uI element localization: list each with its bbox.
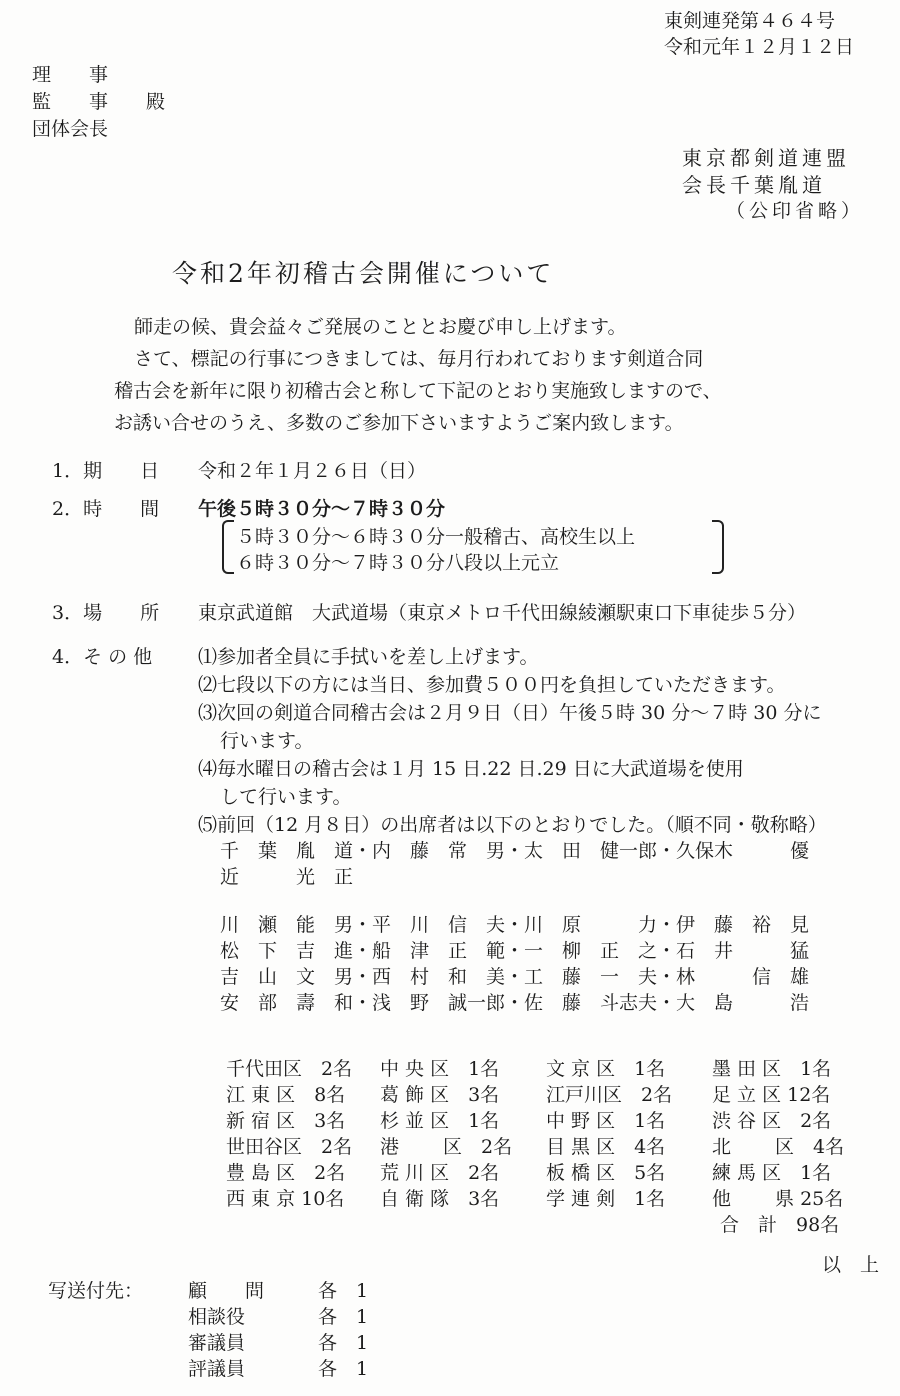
cc-count: 各 1 [318, 1358, 369, 1380]
district-cell: 中 央 区 1名 [380, 1058, 500, 1080]
document-title: 令和2年初稽古会開催について [172, 259, 555, 288]
district-cell: 港 区 2名 [380, 1136, 513, 1158]
item-label-other: 4．そ の 他 [52, 646, 153, 668]
district-cell: 学 連 剣 1名 [546, 1188, 666, 1210]
district-cell: 杉 並 区 1名 [380, 1110, 500, 1132]
time-detail: ６時３０分〜７時３０分八段以上元立 [236, 552, 560, 574]
district-cell: 新 宿 区 3名 [226, 1110, 346, 1132]
recipient-line: 理 事 [32, 64, 109, 86]
attendee-row: 千 葉 胤 道・内 藤 常 男・太 田 健一郎・久保木 優 [220, 840, 810, 862]
other-line: して行います。 [220, 786, 352, 808]
intro-line: お誘い合せのうえ、多数のご参加下さいますようご案内致します。 [114, 412, 684, 434]
district-cell: 千代田区 2名 [226, 1058, 353, 1080]
district-cell: 江 東 区 8名 [226, 1084, 346, 1106]
district-cell: 文 京 区 1名 [546, 1058, 666, 1080]
cc-count: 各 1 [318, 1280, 369, 1302]
district-cell: 中 野 区 1名 [546, 1110, 666, 1132]
item-value-place: 東京武道館 大武道場（東京メトロ千代田線綾瀬駅東口下車徒歩５分） [198, 602, 807, 624]
other-line: ⑷毎水曜日の稽古会は１月 15 日.22 日.29 日に大武道場を使用 [198, 758, 744, 780]
district-cell: 目 黒 区 4名 [546, 1136, 666, 1158]
district-cell: 江戸川区 2名 [546, 1084, 673, 1106]
recipient-line: 監 事 殿 [32, 91, 166, 113]
district-cell: 自 衛 隊 3名 [380, 1188, 500, 1210]
sender-organization: 東京都剣道連盟 [682, 146, 850, 170]
other-line: ⑸前回（12 月８日）の出席者は以下のとおりでした。（順不同・敬称略） [198, 814, 827, 836]
cc-count: 各 1 [318, 1306, 369, 1328]
district-cell: 豊 島 区 2名 [226, 1162, 346, 1184]
recipient-line: 団体会長 [32, 118, 109, 140]
district-cell: 渋 谷 区 2名 [712, 1110, 832, 1132]
seal-note: （公印省略） [726, 200, 865, 222]
district-cell: 荒 川 区 2名 [380, 1162, 500, 1184]
other-line: ⑶次回の剣道合同稽古会は２月９日（日）午後５時 30 分〜７時 30 分に [198, 702, 822, 724]
attendance-total: 合 計 98名 [720, 1214, 840, 1236]
district-cell: 世田谷区 2名 [226, 1136, 353, 1158]
other-line: ⑴参加者全員に手拭いを差し上げます。 [198, 646, 539, 668]
other-line: 行います。 [220, 730, 314, 752]
time-detail: ５時３０分〜６時３０分一般稽古、高校生以上 [236, 526, 636, 548]
district-cell: 墨 田 区 1名 [712, 1058, 832, 1080]
cc-role: 審議員 [188, 1332, 246, 1354]
district-cell: 練 馬 区 1名 [712, 1162, 832, 1184]
item-label-date: 1．期 日 [52, 460, 160, 482]
intro-line: 師走の候、貴会益々ご発展のこととお慶び申し上げます。 [134, 316, 627, 338]
bracket-left [222, 520, 234, 574]
intro-line: さて、標記の行事につきましては、毎月行われております剣道合同 [134, 348, 704, 370]
attendee-row: 川 瀬 能 男・平 川 信 夫・川 原 力・伊 藤 裕 見 [220, 914, 810, 936]
district-cell: 西 東 京 10名 [226, 1188, 345, 1210]
bracket-right [712, 520, 724, 574]
item-label-place: 3．場 所 [52, 602, 160, 624]
attendee-row: 松 下 吉 進・船 津 正 範・一 柳 正 之・石 井 猛 [220, 940, 810, 962]
cc-role: 評議員 [188, 1358, 246, 1380]
district-cell: 板 橋 区 5名 [546, 1162, 666, 1184]
district-cell: 足 立 区 12名 [712, 1084, 831, 1106]
cc-count: 各 1 [318, 1332, 369, 1354]
cc-label: 写送付先： [48, 1280, 144, 1302]
cc-role: 顧 問 [188, 1280, 265, 1302]
district-cell: 北 区 4名 [712, 1136, 845, 1158]
district-cell: 他 県 25名 [712, 1188, 844, 1210]
other-line: ⑵七段以下の方には当日、参加費５００円を負担していただきます。 [198, 674, 786, 696]
item-value-date: 令和２年１月２６日（日） [198, 460, 427, 482]
attendee-row: 安 部 壽 和・浅 野 誠一郎・佐 藤 斗志夫・大 島 浩 [220, 992, 810, 1014]
attendee-row: 近 光 正 [220, 866, 354, 888]
closing-mark: 以 上 [822, 1254, 880, 1276]
sender-name: 会長千葉胤道 [682, 173, 826, 197]
district-cell: 葛 飾 区 3名 [380, 1084, 500, 1106]
intro-line: 稽古会を新年に限り初稽古会と称して下記のとおり実施致しますので、 [114, 380, 722, 402]
document-number: 東剣連発第４６４号 [664, 10, 836, 32]
item-label-time: 2．時 間 [52, 498, 160, 520]
cc-role: 相談役 [188, 1306, 246, 1328]
document-date: 令和元年１２月１２日 [664, 36, 855, 58]
attendee-row: 吉 山 文 男・西 村 和 美・工 藤 一 夫・林 信 雄 [220, 966, 810, 988]
item-value-time: 午後５時３０分〜７時３０分 [198, 498, 446, 520]
